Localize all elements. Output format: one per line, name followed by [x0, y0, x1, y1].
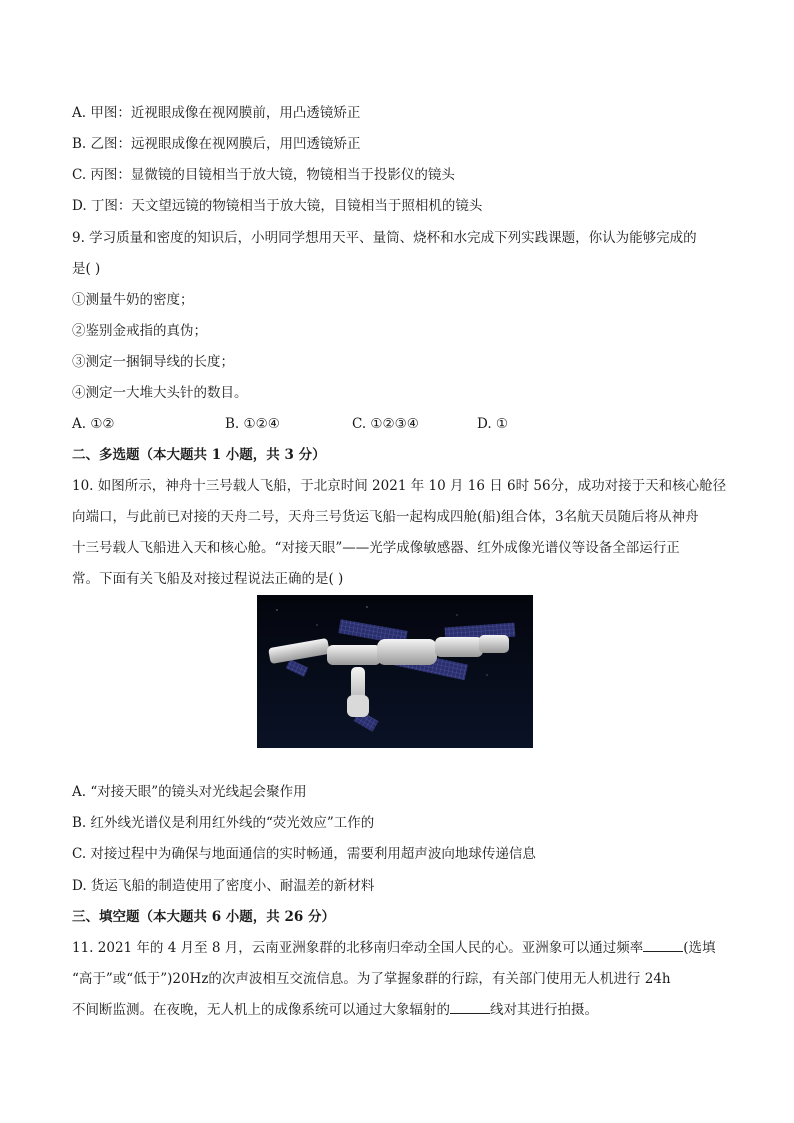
q11-line2: “高于”或“低于”)20Hz的次声波相互交流信息。为了掌握象群的行踪，有关部门使用无人机进行 24h [72, 971, 671, 987]
q11-blank-2 [450, 1001, 490, 1014]
section-heading-fill-in: 三、填空题（本大题共 6 小题，共 26 分） [72, 909, 335, 925]
q9-item-2: ②鉴别金戒指的真伪； [72, 323, 207, 339]
q9-stem-line2: 是( ) [72, 261, 101, 277]
q11-line1-tail: (选填 [683, 940, 716, 956]
q11-line3-tail: 线对其进行拍摄。 [490, 1002, 598, 1018]
q10-option-b: B. 红外线光谱仪是利用红外线的“荧光效应”工作的 [72, 815, 375, 831]
q8-option-a: A. 甲图：近视眼成像在视网膜前，用凸透镜矫正 [72, 105, 361, 121]
q9-item-4: ④测定一大堆大头针的数目。 [72, 385, 248, 401]
q8-option-b: B. 乙图：远视眼成像在视网膜后，用凹透镜矫正 [72, 136, 361, 152]
q10-stem-line3: 十三号载人飞船进入天和核心舱。“对接天眼”——光学成像敏感器、红外成像光谱仪等设备全部运行正 [72, 540, 680, 556]
q10-stem-line1: 10. 如图所示，神舟十三号载人飞船，于北京时间 2021 年 10 月 16 日 6时 56分，成功对接于天和核心舱径 [72, 478, 727, 494]
q11-line1-text: 11. 2021 年的 4 月至 8 月，云南亚洲象群的北移南归牵动全国人民的心。亚洲象可以通过频率 [72, 940, 644, 956]
q8-option-c: C. 丙图：显微镜的目镜相当于放大镜，物镜相当于投影仪的镜头 [72, 167, 455, 183]
q9-item-1: ①测量牛奶的密度； [72, 292, 194, 308]
q10-option-d: D. 货运飞船的制造使用了密度小、耐温差的新材料 [72, 878, 375, 894]
q9-item-3: ③测定一捆铜导线的长度； [72, 354, 234, 370]
q9-stem-line1: 9. 学习质量和密度的知识后，小明同学想用天平、量筒、烧杯和水完成下列实践课题，你认为能够完成的 [72, 230, 697, 246]
section-heading-multiple-choice: 二、多选题（本大题共 1 小题，共 3 分） [72, 447, 326, 463]
q11-blank-1 [643, 939, 683, 952]
q10-stem-line4: 常。下面有关飞船及对接过程说法正确的是( ) [72, 571, 344, 587]
q10-option-a: A. “对接天眼”的镜头对光线起会聚作用 [72, 784, 307, 800]
q10-stem-line2: 向端口，与此前已对接的天舟二号，天舟三号货运飞船一起构成四舱(船)组合体，3名航天员随后将从神舟 [72, 509, 699, 525]
space-station-photo [257, 595, 533, 748]
q9-option-b: B. ①②④ [225, 416, 280, 432]
q8-option-d: D. 丁图：天文望远镜的物镜相当于放大镜，目镜相当于照相机的镜头 [72, 198, 483, 214]
q9-option-a: A. ①② [72, 416, 115, 432]
q10-option-c: C. 对接过程中为确保与地面通信的实时畅通，需要利用超声波向地球传递信息 [72, 846, 536, 862]
q9-option-c: C. ①②③④ [352, 416, 419, 432]
q11-line3-text: 不间断监测。在夜晚，无人机上的成像系统可以通过大象辐射的 [72, 1002, 450, 1018]
q11-line1 [72, 939, 716, 957]
q11-line3 [72, 1001, 598, 1019]
q9-option-d: D. ① [477, 416, 509, 432]
